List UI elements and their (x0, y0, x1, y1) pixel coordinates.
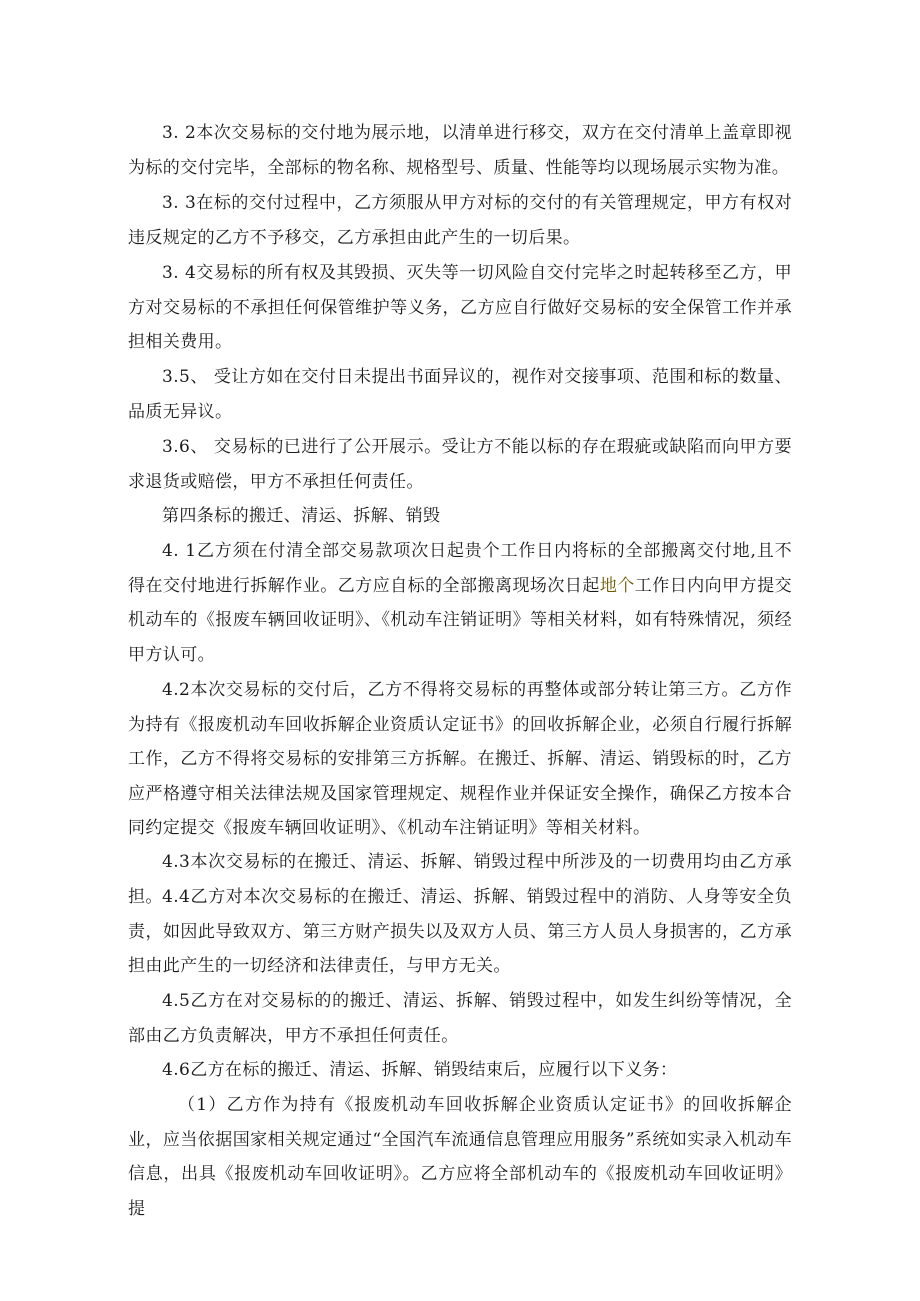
clause-4-6-item-1: （1）乙方作为持有《报废机动车回收拆解企业资质认定证书》的回收拆解企业，应当依据国家相关规定通过“全国汽车流通信息管理应用服务”系统如实录入机动车信息，出具《报废机动车回收证明》。乙方应将全部机动车的《报废机动车回收证明》提 (128, 1095, 792, 1219)
clause-4-1-highlight: 地个 (599, 575, 635, 596)
article-4-heading: 第四条标的搬迁、清运、拆解、销毁 (162, 506, 441, 526)
clause-4-5: 4.5乙方在对交易标的的搬迁、清运、拆解、销毁过程中，如发生纠纷等情况，全部由乙方负责解决，甲方不承担任何责任。 (128, 991, 792, 1046)
clause-3-3: 3. 3在标的交付过程中，乙方须服从甲方对标的交付的有关管理规定，甲方有权对违反规定的乙方不予移交，乙方承担由此产生的一切后果。 (128, 193, 792, 248)
clause-4-1-part-c: 工作日内向甲方提交机动车的《报废车辆回收证明》、《机动车注销证明》等相关材料，如有特殊情况，须经甲方认可。 (128, 575, 792, 665)
clause-4-6: 4.6乙方在标的搬迁、清运、拆解、销毁结束后，应履行以下义务： (162, 1060, 678, 1080)
clause-4-1-part-a: 4. 1乙方须在付清全部交易款项次日起贵个工作日内将标的全部搬离交付地,且不得在交付地进行拆解作业。乙方应自标的全部搬离现场次日起 (128, 541, 792, 596)
clause-3-5: 3.5、 受让方如在交付日未提出书面异议的，视作对交接事项、范围和标的数量、品质无异议。 (128, 367, 792, 422)
clause-3-2: 3. 2本次交易标的交付地为展示地，以清单进行移交，双方在交付清单上盖章即视为标的交付完毕，全部标的物名称、规格型号、质量、性能等均以现场展示实物为准。 (128, 123, 792, 178)
clause-4-2: 4.2本次交易标的交付后，乙方不得将交易标的再整体或部分转让第三方。乙方作为持有《报废机动车回收拆解企业资质认定证书》的回收拆解企业，必须自行履行拆解工作，乙方不得将交易标的安排第三方拆解。在搬迁、拆解、清运、销毁标的时，乙方应严格遵守相关法律法规及国家管理规定、规程作业并保证安全操作，确保乙方按本合同约定提交《报废车辆回收证明》、《机动车注销证明》等相关材料。 (128, 680, 792, 838)
clause-4-3: 4.3本次交易标的在搬迁、清运、拆解、销毁过程中所涉及的一切费用均由乙方承担。 (128, 852, 792, 907)
clause-4-4: 4.4乙方对本次交易标的在搬迁、清运、拆解、销毁过程中的消防、人身等安全负责，如因此导致双方、第三方财产损失以及双方人员、第三方人员人身损害的，乙方承担由此产生的一切经济和法律责任，与甲方无关。 (128, 887, 792, 976)
clause-4-1 (128, 534, 792, 672)
clause-3-4: 3. 4交易标的所有权及其毁损、灭失等一切风险自交付完毕之时起转移至乙方，甲方对交易标的不承担任何保管维护等义务，乙方应自行做好交易标的安全保管工作并承担相关费用。 (128, 263, 792, 352)
clause-3-6: 3.6、 交易标的已进行了公开展示。受让方不能以标的存在瑕疵或缺陷而向甲方要求退货或赔偿，甲方不承担任何责任。 (128, 437, 792, 492)
